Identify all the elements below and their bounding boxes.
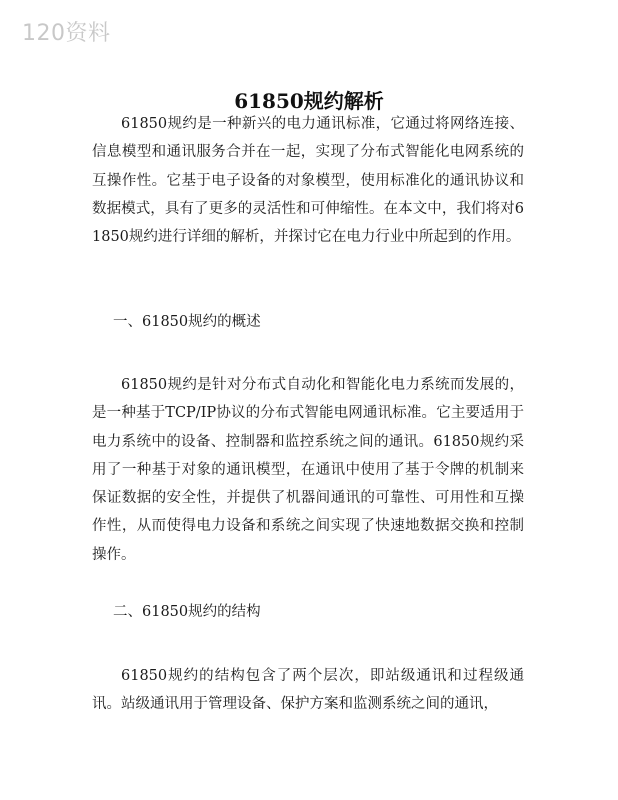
overview-paragraph: 61850规约是针对分布式自动化和智能化电力系统而发展的，是一种基于TCP/IP协议的分布式智能电网通讯标准。它主要适用于电力系统中的设备、控制器和监控系统之间的通讯。61850规约采用了一种基于对象的通讯模型，在通讯中使用了基于令牌的机制来保证数据的安全性，并提供了机器间通讯的可靠性、可用性和互操作性，从而使得电力设备和系统之间实现了快速地数据交换和控制操作。 — [92, 377, 524, 563]
section-heading-structure: 二、61850规约的结构 — [113, 604, 261, 620]
section-heading-overview: 一、61850规约的概述 — [113, 314, 261, 330]
intro-paragraph: 61850规约是一种新兴的电力通讯标准，它通过将网络连接、信息模型和通讯服务合并在一起，实现了分布式智能化电网系统的互操作性。它基于电子设备的对象模型，使用标准化的通讯协议和数据模式，具有了更多的灵活性和可伸缩性。在本文中，我们将对61850规约进行详细的解析，并探讨它在电力行业中所起到的作用。 — [92, 116, 524, 246]
structure-paragraph: 61850规约的结构包含了两个层次，即站级通讯和过程级通讯。站级通讯用于管理设备、保护方案和监测系统之间的通讯， — [92, 668, 524, 713]
document-title: 61850规约解析 — [234, 89, 384, 114]
watermark-logo: 120资料 — [22, 21, 111, 46]
